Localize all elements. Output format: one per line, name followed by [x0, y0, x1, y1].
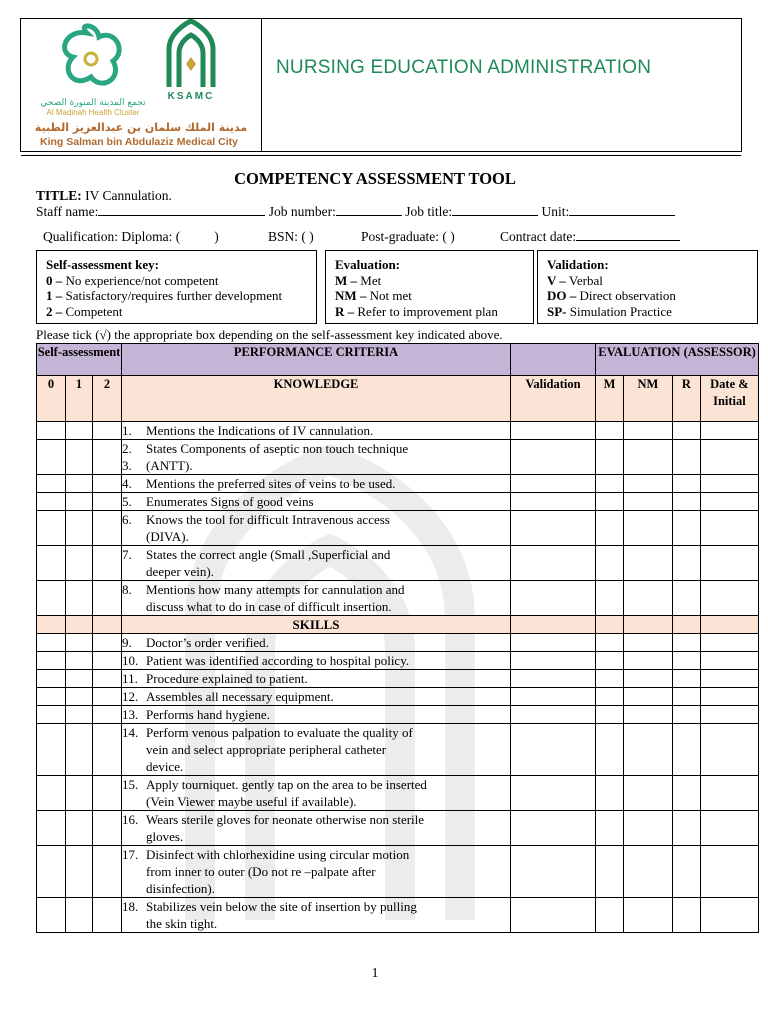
not-met-cell[interactable]	[624, 846, 673, 898]
criteria-text: disinfection).	[146, 881, 216, 896]
qualification-line	[43, 229, 219, 245]
criteria-text: Mentions how many attempts for cannulation and	[146, 582, 405, 597]
criteria-text: from inner to outer (Do not re –palpate after	[146, 864, 376, 879]
refer-cell[interactable]	[672, 475, 700, 493]
table-row	[37, 724, 759, 776]
refer-cell[interactable]	[672, 546, 700, 581]
topic-value: IV Cannulation.	[85, 188, 172, 203]
knowledge-section	[37, 422, 759, 616]
score-2-cell[interactable]	[93, 440, 122, 475]
contract-date-field[interactable]	[576, 229, 680, 241]
not-met-cell[interactable]	[624, 688, 673, 706]
validation-cell[interactable]	[511, 898, 596, 933]
date-initial-cell[interactable]	[700, 475, 758, 493]
criteria-text: discuss what to do in case of difficult insertion.	[146, 599, 392, 614]
date-initial-header: Date & Initial	[700, 376, 758, 422]
met-cell[interactable]	[596, 652, 624, 670]
score-0-cell[interactable]	[37, 652, 66, 670]
evaluation-key-item: NM – Not met	[335, 288, 412, 303]
criteria-text: Enumerates Signs of good veins	[146, 494, 314, 509]
validation-cell[interactable]	[511, 546, 596, 581]
met-cell[interactable]	[596, 546, 624, 581]
date-initial-cell[interactable]	[700, 511, 758, 546]
refer-cell[interactable]	[672, 511, 700, 546]
job-title-field[interactable]	[452, 204, 538, 216]
criteria-text: Perform venous palpation to evaluate the quality of	[146, 725, 413, 740]
date-initial-cell[interactable]	[700, 440, 758, 475]
not-met-cell[interactable]	[624, 898, 673, 933]
score-1-cell[interactable]	[66, 776, 93, 811]
refer-cell[interactable]	[672, 634, 700, 652]
contract-label: Contract date:	[500, 229, 577, 244]
topic-line	[36, 188, 172, 204]
criteria-text: gloves.	[146, 829, 184, 844]
validation-cell[interactable]	[511, 724, 596, 776]
date-initial-cell[interactable]	[700, 811, 758, 846]
score-0-cell[interactable]	[37, 724, 66, 776]
table-row	[37, 440, 759, 475]
refer-cell[interactable]	[672, 652, 700, 670]
criteria-cell: 12. Assembles all necessary equipment.	[122, 688, 511, 706]
score-0-cell[interactable]	[37, 475, 66, 493]
refer-cell[interactable]	[672, 440, 700, 475]
score-0-cell[interactable]	[37, 898, 66, 933]
criteria-cell: 2. States Components of aseptic non touch technique 3. (ANTT).	[122, 440, 511, 475]
score-2-cell[interactable]	[93, 652, 122, 670]
logo1-english: Al Madinah Health Cluster	[46, 108, 140, 117]
score-0-cell[interactable]	[37, 688, 66, 706]
not-met-cell[interactable]	[624, 440, 673, 475]
date-initial-cell[interactable]	[700, 670, 758, 688]
table-row	[37, 546, 759, 581]
nm-header: NM	[624, 376, 673, 422]
met-cell[interactable]	[596, 634, 624, 652]
criteria-text: Assembles all necessary equipment.	[146, 689, 334, 704]
score-0-cell[interactable]	[37, 440, 66, 475]
score-2-cell[interactable]	[93, 493, 122, 511]
criteria-cell: 14. Perform venous palpation to evaluate the quality of vein and select appropriate peripheral catheter device.	[122, 724, 511, 776]
refer-cell[interactable]	[672, 776, 700, 811]
score-1-cell[interactable]	[66, 846, 93, 898]
table-row	[37, 898, 759, 933]
not-met-cell[interactable]	[624, 511, 673, 546]
score-1-cell[interactable]	[66, 422, 93, 440]
validation-cell[interactable]	[511, 422, 596, 440]
refer-cell[interactable]	[672, 688, 700, 706]
col-1-header: 1	[66, 376, 93, 422]
table-row	[37, 776, 759, 811]
date-initial-cell[interactable]	[700, 493, 758, 511]
validation-cell[interactable]	[511, 440, 596, 475]
criteria-text: (ANTT).	[146, 458, 193, 473]
validation-cell[interactable]	[511, 706, 596, 724]
criteria-text: States Components of aseptic non touch technique	[146, 441, 409, 456]
met-cell[interactable]	[596, 581, 624, 616]
met-cell[interactable]	[596, 706, 624, 724]
logo-area	[21, 19, 262, 151]
criteria-text: device.	[146, 759, 184, 774]
criteria-cell: 10. Patient was identified according to hospital policy.	[122, 652, 511, 670]
score-1-cell[interactable]	[66, 898, 93, 933]
logo1-arabic: تجمع المدينة المنورة الصحي	[40, 98, 146, 108]
self-key-item: 0 – No experience/not competent	[46, 272, 219, 288]
not-met-cell[interactable]	[624, 493, 673, 511]
criteria-cell: 7. States the correct angle (Small ,Superficial and deeper vein).	[122, 546, 511, 581]
table-row	[37, 493, 759, 511]
not-met-cell[interactable]	[624, 670, 673, 688]
staff-name-field[interactable]	[98, 204, 265, 216]
validation-header-blank	[511, 344, 596, 376]
validation-cell[interactable]	[511, 776, 596, 811]
criteria-text: (DIVA).	[146, 529, 189, 544]
date-initial-cell[interactable]	[700, 846, 758, 898]
skills-section	[37, 634, 759, 933]
score-2-cell[interactable]	[93, 634, 122, 652]
validation-key-item: V – Verbal	[547, 272, 603, 288]
date-initial-cell[interactable]	[700, 688, 758, 706]
met-cell[interactable]	[596, 670, 624, 688]
criteria-text: Doctor’s order verified.	[146, 635, 269, 650]
criteria-text: Patient was identified according to hospital policy.	[146, 653, 410, 668]
criteria-text: Stabilizes vein below the site of insertion by pulling	[146, 899, 417, 914]
validation-cell[interactable]	[511, 581, 596, 616]
document-title: COMPETENCY ASSESSMENT TOOL	[234, 169, 516, 188]
score-1-cell[interactable]	[66, 811, 93, 846]
validation-cell[interactable]	[511, 634, 596, 652]
score-2-cell[interactable]	[93, 475, 122, 493]
score-0-cell[interactable]	[37, 846, 66, 898]
evaluation-header: EVALUATION (ASSESSOR)	[596, 344, 759, 376]
page-number: 1	[371, 966, 379, 981]
validation-key-item: SP- Simulation Practice	[547, 303, 672, 319]
validation-cell[interactable]	[511, 846, 596, 898]
score-2-cell[interactable]	[93, 688, 122, 706]
met-cell[interactable]	[596, 776, 624, 811]
refer-cell[interactable]	[672, 724, 700, 776]
score-0-cell[interactable]	[37, 634, 66, 652]
not-met-cell[interactable]	[624, 581, 673, 616]
evaluation-key-item: M – Met	[335, 272, 382, 288]
validation-cell[interactable]	[511, 493, 596, 511]
criteria-text: the skin tight.	[146, 916, 218, 931]
not-met-cell[interactable]	[624, 776, 673, 811]
table-row	[37, 422, 759, 440]
not-met-cell[interactable]	[624, 724, 673, 776]
criteria-text: (Vein Viewer maybe useful if available).	[146, 794, 357, 809]
not-met-cell[interactable]	[624, 546, 673, 581]
date-initial-cell[interactable]	[700, 422, 758, 440]
date-initial-cell[interactable]	[700, 706, 758, 724]
criteria-text: Knows the tool for difficult Intravenous access	[146, 512, 390, 527]
not-met-cell[interactable]	[624, 652, 673, 670]
criteria-text: Apply tourniquet. gently tap on the area to be inserted	[146, 777, 427, 792]
contract-line	[500, 229, 680, 245]
score-1-cell[interactable]	[66, 688, 93, 706]
met-cell[interactable]	[596, 811, 624, 846]
evaluation-key-heading: Evaluation:	[335, 257, 401, 272]
score-2-cell[interactable]	[93, 511, 122, 546]
criteria-text: Wears sterile gloves for neonate otherwise non sterile	[146, 812, 425, 827]
validation-key-heading: Validation:	[547, 257, 609, 272]
score-1-cell[interactable]	[66, 440, 93, 475]
date-initial-cell[interactable]	[700, 724, 758, 776]
refer-cell[interactable]	[672, 670, 700, 688]
score-1-cell[interactable]	[66, 511, 93, 546]
criteria-cell: 9. Doctor’s order verified.	[122, 634, 511, 652]
criteria-text: deeper vein).	[146, 564, 214, 579]
self-assessment-key	[36, 250, 317, 324]
logo-city-english: King Salman bin Abdulaziz Medical City	[40, 136, 238, 148]
score-2-cell[interactable]	[93, 670, 122, 688]
met-cell[interactable]	[596, 724, 624, 776]
met-cell[interactable]	[596, 422, 624, 440]
score-2-cell[interactable]	[93, 724, 122, 776]
job-title-label: Job title:	[405, 204, 453, 219]
score-1-cell[interactable]	[66, 475, 93, 493]
criteria-text: Mentions the Indications of IV cannulation.	[146, 423, 374, 438]
not-met-cell[interactable]	[624, 706, 673, 724]
knowledge-header: KNOWLEDGE	[122, 376, 511, 422]
score-0-cell[interactable]	[37, 493, 66, 511]
m-header: M	[596, 376, 624, 422]
met-cell[interactable]	[596, 846, 624, 898]
score-1-cell[interactable]	[66, 670, 93, 688]
self-key-item: 1 – Satisfactory/requires further development	[46, 288, 283, 303]
met-cell[interactable]	[596, 898, 624, 933]
validation-cell[interactable]	[511, 688, 596, 706]
criteria-cell: 8. Mentions how many attempts for cannulation and discuss what to do in case of difficult insertion.	[122, 581, 511, 616]
col-2-header: 2	[93, 376, 122, 422]
criteria-cell: 17. Disinfect with chlorhexidine using circular motion from inner to outer (Do not re –palpate after disinfection).	[122, 846, 511, 898]
self-key-item: 2 – Competent	[46, 303, 123, 319]
score-0-cell[interactable]	[37, 581, 66, 616]
criteria-cell: 4. Mentions the preferred sites of veins to be used.	[122, 475, 511, 493]
evaluation-key	[325, 250, 534, 324]
date-initial-cell[interactable]	[700, 898, 758, 933]
score-0-cell[interactable]	[37, 670, 66, 688]
letterhead	[20, 18, 742, 152]
score-0-cell[interactable]	[37, 422, 66, 440]
score-1-cell[interactable]	[66, 546, 93, 581]
staff-line	[36, 204, 675, 220]
table-row	[37, 511, 759, 546]
validation-header: Validation	[511, 376, 596, 422]
unit-label: Unit:	[541, 204, 570, 219]
criteria-text: Disinfect with chlorhexidine using circular motion	[146, 847, 410, 862]
refer-cell[interactable]	[672, 493, 700, 511]
score-2-cell[interactable]	[93, 706, 122, 724]
col-0-header: 0	[37, 376, 66, 422]
criteria-text: Performs hand hygiene.	[146, 707, 270, 722]
date-initial-cell[interactable]	[700, 546, 758, 581]
refer-cell[interactable]	[672, 811, 700, 846]
refer-cell[interactable]	[672, 581, 700, 616]
score-0-cell[interactable]	[37, 511, 66, 546]
table-row	[37, 652, 759, 670]
evaluation-key-item: R – Refer to improvement plan	[335, 303, 498, 319]
refer-cell[interactable]	[672, 846, 700, 898]
score-1-cell[interactable]	[66, 706, 93, 724]
met-cell[interactable]	[596, 511, 624, 546]
refer-cell[interactable]	[672, 706, 700, 724]
not-met-cell[interactable]	[624, 475, 673, 493]
table-row	[37, 634, 759, 652]
score-1-cell[interactable]	[66, 493, 93, 511]
score-2-cell[interactable]	[93, 846, 122, 898]
hospital-logos	[21, 19, 259, 151]
score-2-cell[interactable]	[93, 581, 122, 616]
criteria-text: Mentions the preferred sites of veins to be used.	[146, 476, 396, 491]
met-cell[interactable]	[596, 493, 624, 511]
refer-cell[interactable]	[672, 898, 700, 933]
qualification-label: Qualification: Diploma: (	[43, 229, 181, 244]
table-row	[37, 706, 759, 724]
score-2-cell[interactable]	[93, 898, 122, 933]
bsn-option[interactable]: BSN: ( )	[268, 229, 314, 244]
job-number-label: Job number:	[268, 204, 336, 219]
score-1-cell[interactable]	[66, 581, 93, 616]
not-met-cell[interactable]	[624, 811, 673, 846]
instruction-text: Please tick (√) the appropriate box depending on the self-assessment key indicated above.	[36, 327, 503, 342]
score-2-cell[interactable]	[93, 776, 122, 811]
score-2-cell[interactable]	[93, 422, 122, 440]
r-header: R	[672, 376, 700, 422]
met-cell[interactable]	[596, 440, 624, 475]
table-row	[37, 688, 759, 706]
criteria-cell: 13. Performs hand hygiene.	[122, 706, 511, 724]
job-number-field[interactable]	[336, 204, 402, 216]
score-2-cell[interactable]	[93, 546, 122, 581]
criteria-cell: 5. Enumerates Signs of good veins	[122, 493, 511, 511]
unit-field[interactable]	[569, 204, 675, 216]
logo2-text: KSAMC	[167, 91, 215, 102]
validation-cell[interactable]	[511, 670, 596, 688]
criteria-cell: 16. Wears sterile gloves for neonate otherwise non sterile gloves.	[122, 811, 511, 846]
date-initial-cell[interactable]	[700, 652, 758, 670]
not-met-cell[interactable]	[624, 634, 673, 652]
topic-label: TITLE:	[36, 188, 82, 203]
qualification-close: )	[214, 229, 219, 244]
criteria-cell: 1. Mentions the Indications of IV cannulation.	[122, 422, 511, 440]
validation-cell[interactable]	[511, 475, 596, 493]
score-2-cell[interactable]	[93, 811, 122, 846]
validation-key-item: DO – Direct observation	[547, 288, 676, 303]
performance-criteria-header: PERFORMANCE CRITERIA	[122, 344, 511, 376]
met-cell[interactable]	[596, 688, 624, 706]
date-initial-cell[interactable]	[700, 634, 758, 652]
score-0-cell[interactable]	[37, 811, 66, 846]
met-cell[interactable]	[596, 475, 624, 493]
org-title: NURSING EDUCATION ADMINISTRATION	[276, 57, 652, 78]
skills-header: SKILLS	[122, 616, 511, 634]
criteria-cell: 15. Apply tourniquet. gently tap on the area to be inserted (Vein Viewer maybe useful if available).	[122, 776, 511, 811]
competency-table	[36, 343, 759, 933]
criteria-cell: 6. Knows the tool for difficult Intravenous access (DIVA).	[122, 511, 511, 546]
logo-city-arabic: مدينة الملك سلمان بن عبدالعزيز الطبية	[34, 121, 248, 134]
postgrad-option[interactable]: Post-graduate: ( )	[361, 229, 455, 244]
table-row	[37, 811, 759, 846]
self-key-heading: Self-assessment key:	[46, 257, 160, 272]
score-1-cell[interactable]	[66, 724, 93, 776]
self-assessment-header: Self-assessment	[37, 344, 122, 376]
staff-name-label: Staff name:	[36, 204, 99, 219]
table-row	[37, 846, 759, 898]
validation-cell[interactable]	[511, 511, 596, 546]
score-0-cell[interactable]	[37, 776, 66, 811]
score-1-cell[interactable]	[66, 652, 93, 670]
criteria-cell: 11. Procedure explained to patient.	[122, 670, 511, 688]
refer-cell[interactable]	[672, 422, 700, 440]
criteria-text: vein and select appropriate peripheral catheter	[146, 742, 387, 757]
criteria-cell: 18. Stabilizes vein below the site of insertion by pulling the skin tight.	[122, 898, 511, 933]
validation-cell[interactable]	[511, 811, 596, 846]
table-row	[37, 670, 759, 688]
criteria-text: Procedure explained to patient.	[146, 671, 308, 686]
validation-cell[interactable]	[511, 652, 596, 670]
criteria-text: States the correct angle (Small ,Superficial and	[146, 547, 391, 562]
table-row	[37, 581, 759, 616]
not-met-cell[interactable]	[624, 422, 673, 440]
score-0-cell[interactable]	[37, 706, 66, 724]
date-initial-cell[interactable]	[700, 581, 758, 616]
score-0-cell[interactable]	[37, 546, 66, 581]
table-row	[37, 475, 759, 493]
score-1-cell[interactable]	[66, 634, 93, 652]
validation-key	[537, 250, 758, 324]
date-initial-cell[interactable]	[700, 776, 758, 811]
